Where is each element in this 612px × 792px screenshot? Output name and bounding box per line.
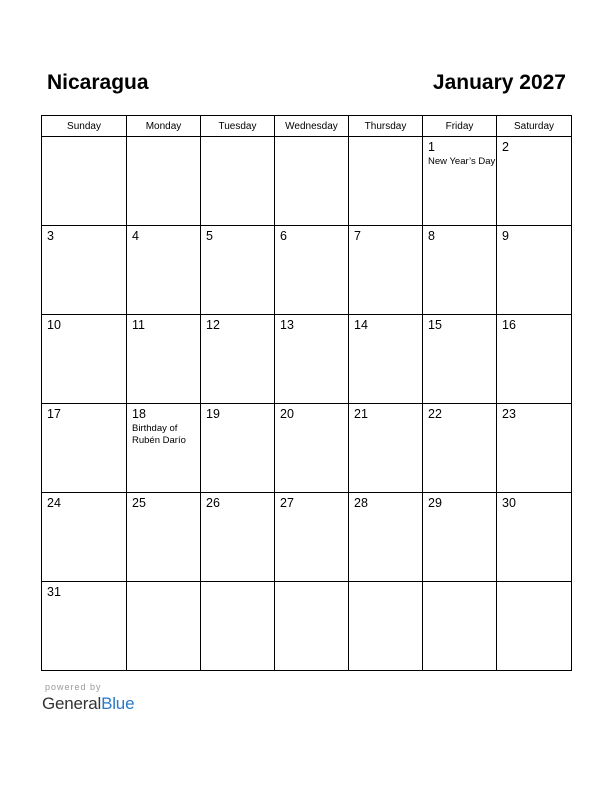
day-number xyxy=(201,137,274,141)
day-number xyxy=(127,582,200,586)
day-number: 5 xyxy=(206,229,213,243)
day-cell xyxy=(42,315,127,404)
powered-by-label: powered by xyxy=(45,682,102,692)
day-cell xyxy=(349,137,423,226)
day-cell xyxy=(201,493,275,582)
day-cell xyxy=(423,493,497,582)
day-number: 8 xyxy=(428,229,435,243)
generalblue-logo xyxy=(42,694,134,714)
week-row xyxy=(42,582,572,671)
weekday-header-sunday: Sunday xyxy=(42,116,127,137)
day-cell xyxy=(349,582,423,671)
day-cell xyxy=(275,404,349,493)
month-year-title: January 2027 xyxy=(432,71,566,94)
day-number xyxy=(275,582,348,586)
day-cell xyxy=(349,315,423,404)
day-number xyxy=(497,582,571,586)
day-number: 26 xyxy=(206,496,220,510)
day-number: 28 xyxy=(354,496,368,510)
day-cell xyxy=(42,137,127,226)
day-cell xyxy=(275,582,349,671)
day-cell xyxy=(201,582,275,671)
day-number: 15 xyxy=(428,318,442,332)
day-number: 13 xyxy=(280,318,294,332)
week-row xyxy=(42,226,572,315)
calendar-grid xyxy=(41,115,572,671)
day-number: 27 xyxy=(280,496,294,510)
day-number: 1 xyxy=(428,140,435,154)
day-number: 21 xyxy=(354,407,368,421)
day-number xyxy=(423,582,496,586)
weekday-header-wednesday: Wednesday xyxy=(275,116,349,137)
weekday-header-friday: Friday xyxy=(423,116,497,137)
day-number: 17 xyxy=(47,407,61,421)
day-cell xyxy=(497,582,572,671)
day-number: 23 xyxy=(502,407,516,421)
day-number: 12 xyxy=(206,318,220,332)
day-number xyxy=(201,582,274,586)
day-cell xyxy=(497,315,572,404)
day-cell xyxy=(42,226,127,315)
week-row xyxy=(42,137,572,226)
week-row xyxy=(42,493,572,582)
day-cell xyxy=(275,493,349,582)
day-number: 11 xyxy=(132,318,145,332)
day-cell xyxy=(349,226,423,315)
weekday-header-saturday: Saturday xyxy=(497,116,572,137)
day-number xyxy=(275,137,348,141)
day-cell xyxy=(349,404,423,493)
day-cell xyxy=(127,226,201,315)
day-cell xyxy=(423,404,497,493)
day-cell xyxy=(127,315,201,404)
day-cell xyxy=(127,582,201,671)
day-number: 14 xyxy=(354,318,368,332)
day-cell xyxy=(497,137,572,226)
brand-blue: Blue xyxy=(101,694,135,713)
day-number: 7 xyxy=(354,229,361,243)
day-cell xyxy=(201,315,275,404)
day-number: 18 xyxy=(132,407,146,421)
weekday-header-tuesday: Tuesday xyxy=(201,116,275,137)
weekday-header-row xyxy=(42,116,572,137)
day-cell xyxy=(201,404,275,493)
day-number: 9 xyxy=(502,229,509,243)
holiday-label: Birthday of Rubén Darío xyxy=(132,423,186,446)
day-number: 6 xyxy=(280,229,287,243)
day-cell xyxy=(497,226,572,315)
day-cell xyxy=(42,493,127,582)
day-cell xyxy=(423,582,497,671)
day-number: 24 xyxy=(47,496,61,510)
day-number: 10 xyxy=(47,318,61,332)
day-cell xyxy=(275,226,349,315)
day-number: 31 xyxy=(47,585,61,599)
day-number: 19 xyxy=(206,407,220,421)
day-cell xyxy=(275,137,349,226)
week-row xyxy=(42,404,572,493)
day-number: 22 xyxy=(428,407,442,421)
day-number xyxy=(42,137,126,141)
day-number: 25 xyxy=(132,496,146,510)
day-cell xyxy=(423,315,497,404)
day-number xyxy=(349,137,422,141)
week-row xyxy=(42,315,572,404)
weekday-header-thursday: Thursday xyxy=(349,116,423,137)
brand-general: General xyxy=(42,694,102,713)
day-number: 4 xyxy=(132,229,139,243)
day-cell xyxy=(349,493,423,582)
day-number xyxy=(127,137,200,141)
day-cell xyxy=(201,137,275,226)
day-number xyxy=(349,582,422,586)
day-cell xyxy=(497,493,572,582)
day-cell xyxy=(275,315,349,404)
day-cell xyxy=(423,226,497,315)
day-number: 29 xyxy=(428,496,442,510)
day-cell xyxy=(42,404,127,493)
day-number: 3 xyxy=(47,229,54,243)
day-number: 16 xyxy=(502,318,516,332)
day-cell xyxy=(42,582,127,671)
footer-branding xyxy=(42,682,134,714)
day-cell xyxy=(497,404,572,493)
country-title: Nicaragua xyxy=(47,71,149,94)
day-number: 30 xyxy=(502,496,516,510)
holiday-label: New Year’s Day xyxy=(428,156,496,167)
day-cell xyxy=(127,137,201,226)
day-cell xyxy=(127,493,201,582)
day-cell xyxy=(127,404,201,493)
day-cell xyxy=(423,137,497,226)
day-number: 20 xyxy=(280,407,294,421)
day-number: 2 xyxy=(502,140,509,154)
weekday-header-monday: Monday xyxy=(127,116,201,137)
day-cell xyxy=(201,226,275,315)
